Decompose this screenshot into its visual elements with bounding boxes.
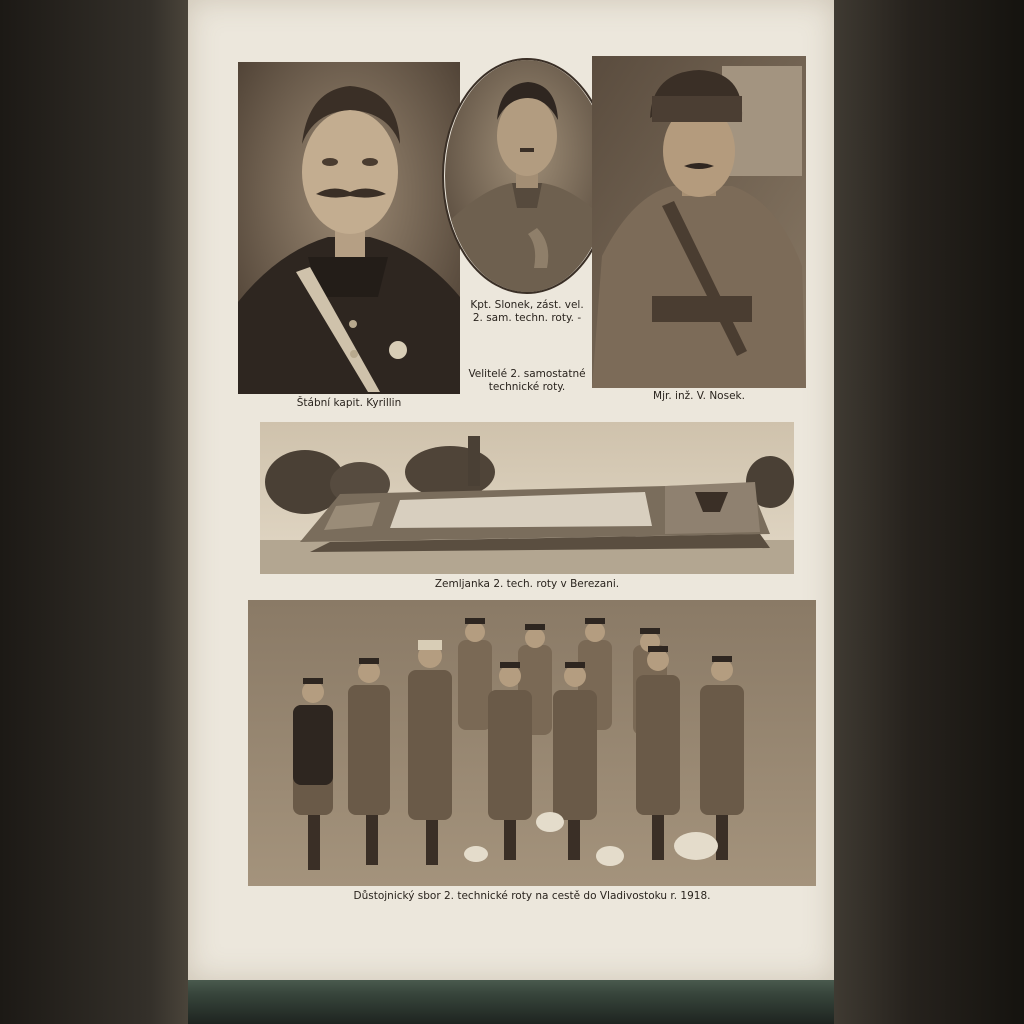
caption-slonek [452,299,602,325]
book-spine-left [0,0,188,1024]
caption-zemljanka: Zemljanka 2. tech. roty v Berezani. [434,578,620,590]
caption-slonek-line2: 2. sam. techn. roty. - [472,312,582,324]
caption-slonek-line1: Kpt. Slonek, zást. vel. [470,299,584,311]
caption-velitele-line2: technické roty. [488,381,566,393]
caption-velitele [452,368,602,394]
book-cover-bottom [188,980,834,1024]
book-edge-right [834,0,1024,1024]
officers-group-photo [248,600,816,886]
zemljanka-photo [260,422,794,574]
portrait-nosek-photo [592,56,806,388]
caption-officers-group: Důstojnický sbor 2. technické roty na cestě do Vladivostoku r. 1918. [353,890,711,902]
caption-nosek: Mjr. inž. V. Nosek. [653,390,745,402]
portrait-slonek-photo [442,58,612,294]
caption-kyrillin: Štábní kapit. Kyrillin [296,397,402,409]
portrait-kyrillin-photo [238,62,460,394]
caption-velitele-line1: Velitelé 2. samostatné [468,368,586,380]
